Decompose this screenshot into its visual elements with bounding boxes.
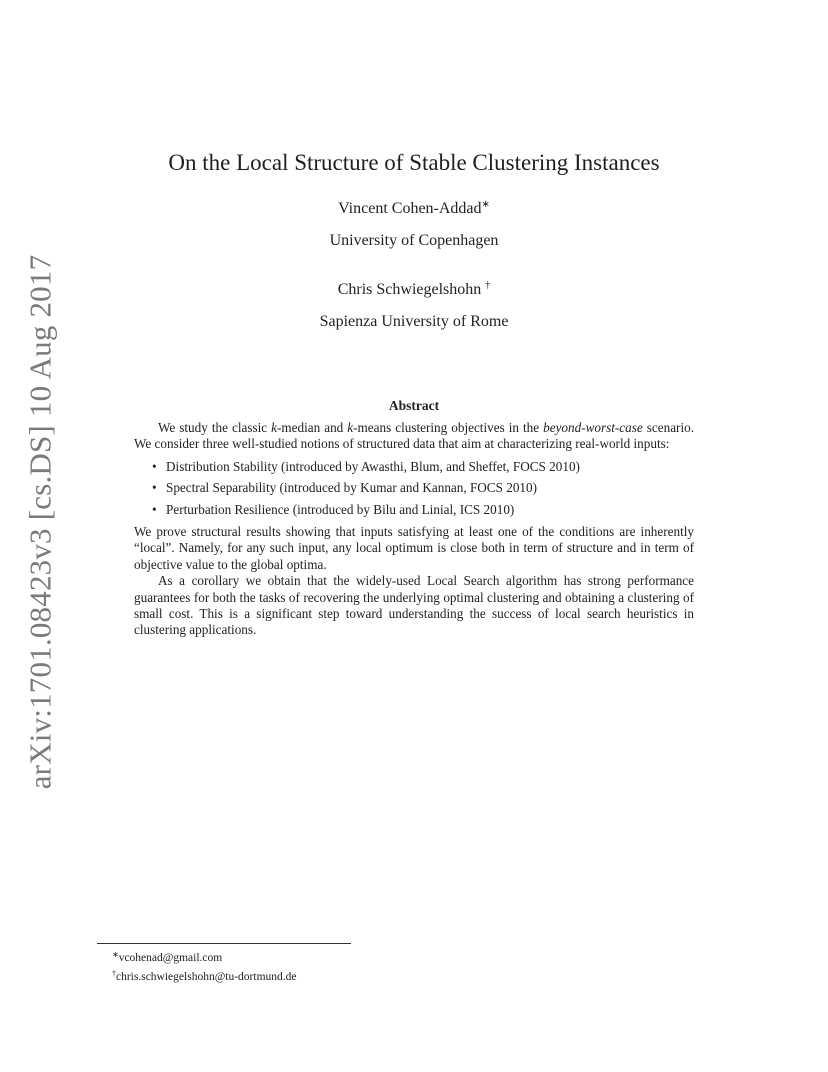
- bullet-icon: •: [152, 458, 157, 474]
- abstract-p1-text: -median and: [277, 420, 348, 435]
- abstract-p1-text: We study the classic: [158, 420, 272, 435]
- abstract-paragraph-2: We prove structural results showing that inputs satisfying at least one of the conditions are inherently “local”. Namely, for any such input, any local optimum is close both in term of structure and in term of objective value to the global optima.: [134, 524, 694, 572]
- abstract-paragraph-1: [134, 420, 694, 453]
- abstract-bullet-list: [134, 459, 694, 518]
- author-1-name: Vincent Cohen-Addad: [338, 200, 482, 217]
- footnote-1-email: vcohenad@gmail.com: [118, 952, 223, 964]
- footnote-divider: [97, 943, 351, 944]
- footnote-2-mark: †: [112, 969, 116, 978]
- abstract-heading: Abstract: [388, 398, 440, 413]
- abstract-p1-math-k: k: [271, 420, 277, 435]
- abstract-p1-text: -means clustering objectives in the: [353, 420, 544, 435]
- abstract-p1-emphasis: beyond-worst-case: [543, 420, 643, 435]
- bullet-text: Spectral Separability (introduced by Kumar and Kannan, FOCS 2010): [166, 480, 538, 496]
- abstract-paragraph-3: As a corollary we obtain that the widely-used Local Search algorithm has strong performance guarantees for both the tasks of recovering the underlying optimal clustering and obtaining a clustering of small cost. This is a significant step toward understanding the success of local search heuristics in clustering applications.: [134, 573, 694, 638]
- abstract-p1-math-k: k: [347, 420, 354, 435]
- author-1-affiliation: University of Copenhagen: [329, 232, 499, 249]
- abstract-p1-text: scenario. We consider three well-studied notions of structured data that aim at characterizing real-world inputs:: [134, 420, 694, 452]
- arxiv-stamp-text: arXiv:1701.08423v3 [cs.DS] 10 Aug 2017: [22, 254, 58, 790]
- bullet-text: Distribution Stability (introduced by Awasthi, Blum, and Sheffet, FOCS 2010): [166, 458, 580, 474]
- abstract-body: [134, 420, 694, 639]
- list-item: [152, 480, 694, 496]
- author-2: [0, 280, 828, 299]
- author-2-affiliation: Sapienza University of Rome: [319, 313, 509, 330]
- footnotes: [112, 947, 297, 985]
- footnote-2: [112, 966, 297, 985]
- author-1-mark: ∗: [481, 199, 490, 210]
- footnote-1-mark: ∗: [112, 950, 119, 959]
- bullet-icon: •: [152, 480, 157, 496]
- footnote-1: [112, 947, 297, 966]
- bullet-icon: •: [152, 501, 157, 517]
- arxiv-stamp: [18, 254, 62, 790]
- list-item: [152, 502, 694, 518]
- footnote-2-email: chris.schwiegelshohn@tu-dortmund.de: [116, 971, 297, 983]
- author-2-name: Chris Schwiegelshohn: [337, 281, 482, 298]
- author-1: [0, 199, 828, 218]
- list-item: [152, 459, 694, 475]
- author-2-mark: †: [485, 280, 491, 291]
- paper-title: On the Local Structure of Stable Clustering Instances: [168, 150, 660, 175]
- bullet-text: Perturbation Resilience (introduced by Bilu and Linial, ICS 2010): [166, 501, 515, 517]
